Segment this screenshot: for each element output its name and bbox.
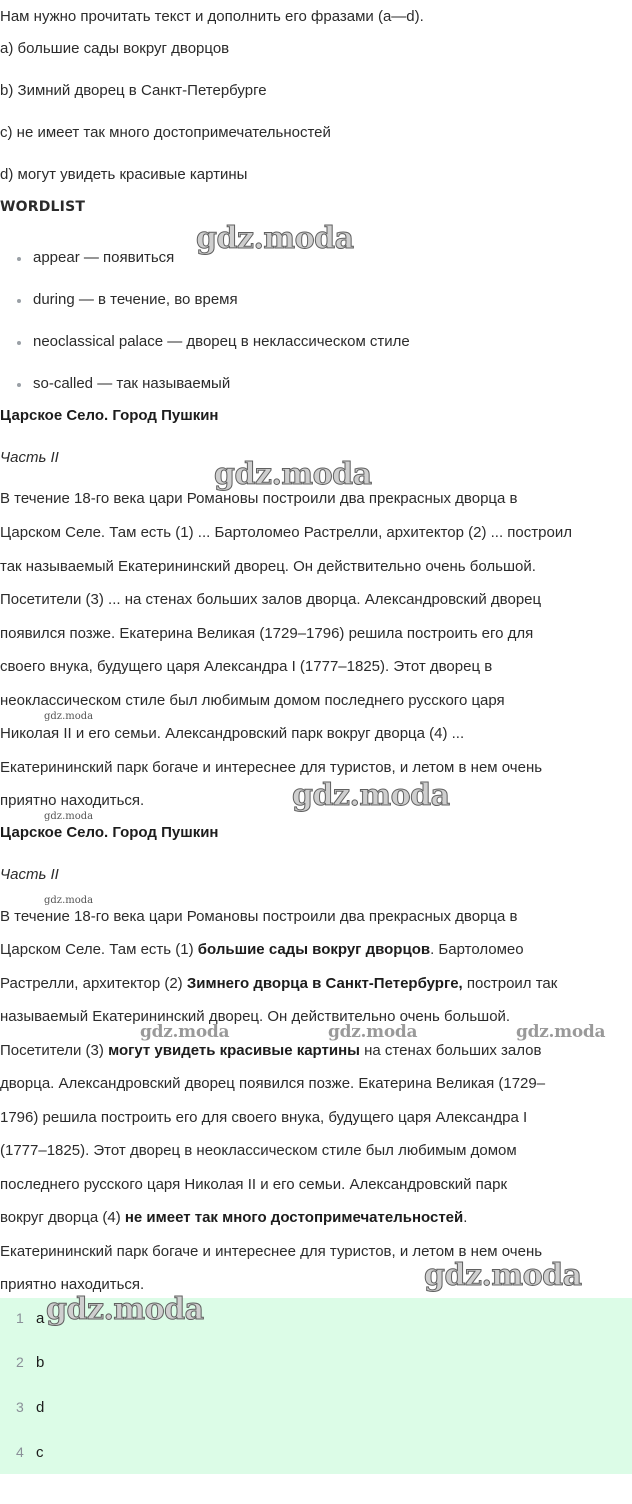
answer-value: a	[36, 1310, 45, 1327]
answer-2-fill: Зимнего дворца в Санкт-Петербурге,	[186, 975, 463, 992]
text2-line: называемый Екатерининский дворец. Он действительно очень большой.	[0, 1008, 511, 1025]
answer-number: 3	[16, 1399, 24, 1415]
wordlist-item: neoclassical palace — дворец в неклассическом стиле	[33, 333, 410, 350]
watermark: gdz.moda	[46, 1292, 204, 1327]
bullet-icon	[17, 383, 21, 387]
text2-line	[0, 1042, 541, 1059]
text2-segment: Царском Селе. Там есть (1)	[0, 941, 198, 958]
text1-line: Екатерининский парк богаче и интереснее для туристов, и летом в нем очень	[0, 759, 543, 776]
text2-line: В течение 18-го века цари Романовы построили два прекрасных дворца в	[0, 908, 518, 925]
answer-number: 1	[16, 1310, 24, 1326]
watermark: gdz.moda	[44, 711, 94, 722]
answer-value: c	[36, 1444, 44, 1461]
text2-line: последнего русского царя Николая II и его семьи. Александровский парк	[0, 1176, 508, 1193]
text1-line: своего внука, будущего царя Александра I (1777–1825). Этот дворец в	[0, 658, 493, 675]
answer-value: d	[36, 1399, 45, 1416]
watermark: gdz.moda	[44, 895, 94, 906]
text2-line: приятно находиться.	[0, 1276, 145, 1293]
wordlist-item: during — в течение, во время	[33, 291, 238, 308]
answer-1-fill: большие сады вокруг дворцов	[197, 941, 431, 958]
text2-segment: .	[463, 1209, 468, 1226]
text1-line: В течение 18-го века цари Романовы построили два прекрасных дворца в	[0, 490, 518, 507]
answer-number: 2	[16, 1354, 24, 1370]
text1-title: Царское Село. Город Пушкин	[0, 407, 219, 424]
text1-part: Часть II	[0, 449, 59, 466]
text2-segment: Растрелли, архитектор (2)	[0, 975, 187, 992]
text1-line: Царском Селе. Там есть (1) ... Бартоломео Растрелли, архитектор (2) ... построил	[0, 524, 572, 541]
text2-line: 1796) решила построить его для своего внука, будущего царя Александра I	[0, 1109, 528, 1126]
text1-line: неоклассическом стиле был любимым домом последнего русского царя	[0, 692, 505, 709]
text2-segment: вокруг дворца (4)	[0, 1209, 125, 1226]
answer-3-fill: могут увидеть красивые картины	[108, 1042, 360, 1059]
text2-segment: Посетители (3)	[0, 1042, 109, 1059]
text2-line	[0, 941, 524, 958]
watermark: gdz.moda	[516, 1022, 606, 1042]
watermark: gdz.moda	[292, 778, 450, 813]
bullet-icon	[17, 299, 21, 303]
text1-line: Николая II и его семьи. Александровский парк вокруг дворца (4) ...	[0, 725, 465, 742]
text1-line: Посетители (3) ... на стенах больших залов дворца. Александровский дворец	[0, 591, 542, 608]
wordlist-title: WORDLIST	[0, 199, 86, 215]
text2-segment: на стенах больших залов	[359, 1042, 542, 1059]
text2-line	[0, 975, 557, 992]
watermark: gdz.moda	[196, 221, 354, 256]
text1-line: появился позже. Екатерина Великая (1729–1796) решила построить его для	[0, 625, 534, 642]
intro-text: Нам нужно прочитать текст и дополнить его фразами (a—d).	[0, 8, 424, 25]
watermark: gdz.moda	[328, 1022, 418, 1042]
text2-line: дворца. Александровский дворец появился позже. Екатерина Великая (1729–	[0, 1075, 546, 1092]
answer-4-fill: не имеет так много достопримечательностей	[124, 1209, 464, 1226]
text2-segment: . Бартоломео	[430, 941, 524, 958]
text2-segment: построил так	[462, 975, 558, 992]
phrase-d: d) могут увидеть красивые картины	[0, 166, 248, 183]
watermark: gdz.moda	[214, 457, 372, 492]
text2-line: (1777–1825). Этот дворец в неоклассическом стиле был любимым домом	[0, 1142, 517, 1159]
answer-number: 4	[16, 1444, 24, 1460]
text2-line: Екатерининский парк богаче и интереснее для туристов, и летом в нем очень	[0, 1243, 543, 1260]
answer-value: b	[36, 1354, 45, 1371]
phrase-a: a) большие сады вокруг дворцов	[0, 40, 230, 57]
text2-title: Царское Село. Город Пушкин	[0, 824, 219, 841]
bullet-icon	[17, 341, 21, 345]
bullet-icon	[17, 257, 21, 261]
text1-line: так называемый Екатерининский дворец. Он действительно очень большой.	[0, 558, 536, 575]
wordlist-item: appear — появиться	[33, 249, 175, 266]
wordlist-item: so-called — так называемый	[33, 375, 231, 392]
text2-line	[0, 1209, 467, 1226]
watermark: gdz.moda	[424, 1258, 582, 1293]
phrase-b: b) Зимний дворец в Санкт-Петербурге	[0, 82, 267, 99]
watermark: gdz.moda	[140, 1022, 230, 1042]
watermark: gdz.moda	[44, 811, 94, 822]
phrase-c: c) не имеет так много достопримечательностей	[0, 124, 331, 141]
text2-part: Часть II	[0, 866, 59, 883]
text1-line: приятно находиться.	[0, 792, 145, 809]
